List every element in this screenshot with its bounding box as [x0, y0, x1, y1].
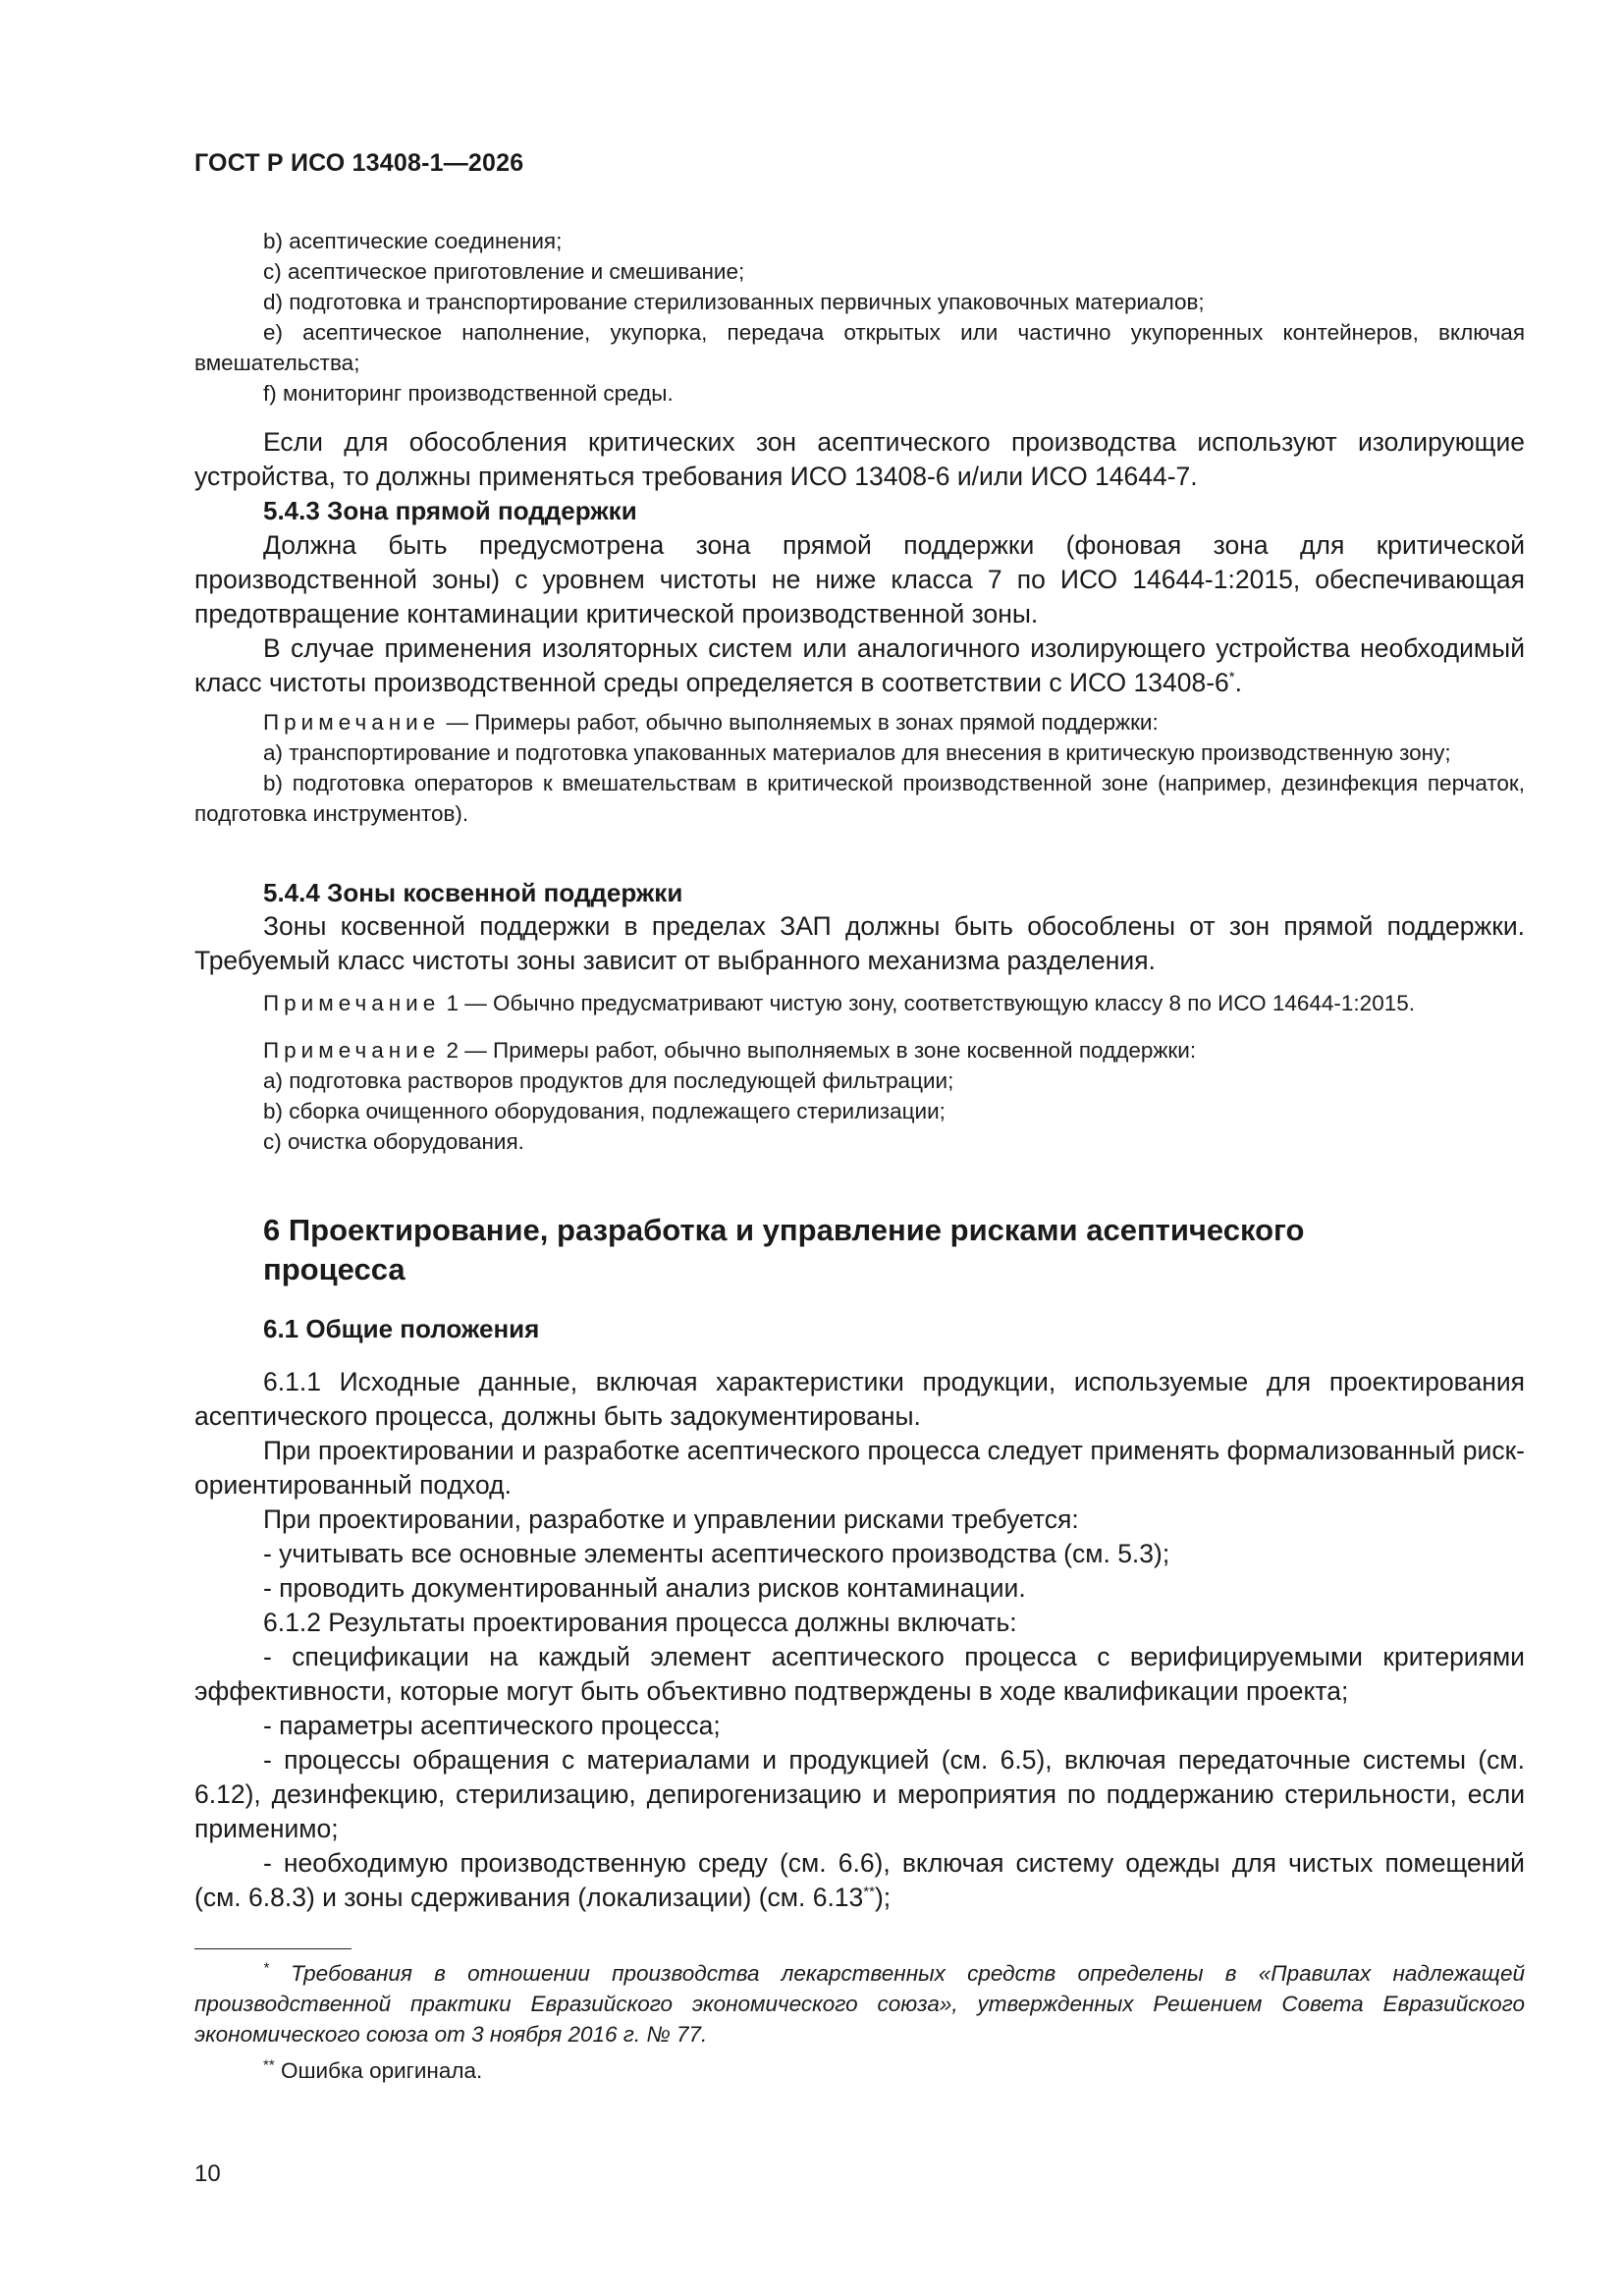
- paragraph: В случае применения изоляторных систем или аналогичного изолирующего устройства необходимый класс чистоты производственной среды определяется в соответствии с ИСО 13408-6*.: [194, 633, 1525, 697]
- aseptic-operations-list: [194, 226, 1525, 409]
- section-5-4-4-body: Зоны косвенной поддержки в пределах ЗАП должны быть обособлены от зон прямой поддержки. Требуемый класс чистоты зоны зависит от выбранного механизма разделения.: [194, 911, 1525, 975]
- note-item: c) очистка оборудования.: [263, 1129, 524, 1154]
- footnote: * Требования в отношении производства лекарственных средств определены в «Правилах надлежащей производственной практики Евразийского экономического союза», утвержденных Решением Совета Евразийского экономического союза от 3 ноября 2016 г. № 77.: [194, 1959, 1525, 2047]
- section-5-4-4-title: 5.4.4 Зоны косвенной поддержки: [263, 878, 683, 907]
- note: Примечание — Примеры работ, обычно выполняемых в зонах прямой поддержки:: [263, 710, 1159, 735]
- section-6-1-body: [194, 1365, 1525, 1915]
- note: Примечание 2 — Примеры работ, обычно выполняемых в зоне косвенной поддержки:: [263, 1038, 1197, 1063]
- footnote: ** Ошибка оригинала.: [263, 2056, 483, 2083]
- paragraph: Должна быть предусмотрена зона прямой поддержки (фоновая зона для критической производственной зоны) с уровнем чистоты не ниже класса 7 по ИСО 14644-1:2015, обеспечивающая предотвращение контаминации критической производственной зоны.: [194, 530, 1525, 629]
- note-item: b) сборка очищенного оборудования, подлежащего стерилизации;: [263, 1099, 946, 1123]
- section-5-4-3-title: 5.4.3 Зона прямой поддержки: [263, 496, 637, 525]
- list-item: - необходимую производственную среду (см. 6.6), включая систему одежды для чистых помещений (см. 6.8.3) и зоны сдерживания (локализации) (см. 6.13**);: [194, 1848, 1525, 1912]
- paragraph: 6.1.1 Исходные данные, включая характеристики продукции, используемые для проектирования асептического процесса, должны быть задокументированы.: [194, 1367, 1525, 1431]
- paragraph: При проектировании, разработке и управлении рисками требуется:: [263, 1504, 1079, 1534]
- note-item: b) подготовка операторов к вмешательствам в критической производственной зоне (например, дезинфекция перчаток, подготовка инструментов).: [194, 771, 1525, 826]
- note-item: a) транспортирование и подготовка упакованных материалов для внесения в критическую производственную зону;: [263, 740, 1451, 765]
- list-item: b) асептические соединения;: [263, 229, 563, 253]
- footnotes: [194, 1958, 1525, 2086]
- list-item: - спецификации на каждый элемент асептического процесса с верифицируемыми критериями эффективности, которые могут быть объективно подтверждены в ходе квалификации проекта;: [194, 1642, 1525, 1706]
- paragraph: При проектировании и разработке асептического процесса следует применять формализованный риск-ориентированный подход.: [194, 1436, 1525, 1500]
- note-label: Примечание: [263, 1038, 441, 1063]
- list-item: e) асептическое наполнение, укупорка, передача открытых или частично укупоренных контейнеров, включая вмешательства;: [194, 320, 1525, 375]
- footnote-separator: [194, 1948, 352, 1949]
- footnote-mark: *: [263, 1959, 269, 1977]
- list-item: d) подготовка и транспортирование стерилизованных первичных упаковочных материалов;: [263, 290, 1205, 314]
- footnote-ref: *: [1228, 669, 1235, 686]
- footnote-ref: **: [863, 1884, 875, 1901]
- note-item: a) подготовка растворов продуктов для последующей фильтрации;: [263, 1068, 954, 1093]
- section-6-title: 6 Проектирование, разработка и управление рисками асептического процесса: [263, 1213, 1305, 1286]
- page-number: 10: [194, 2160, 221, 2187]
- list-item: - проводить документированный анализ рисков контаминации.: [263, 1573, 1026, 1603]
- section-6-1-title: 6.1 Общие положения: [263, 1314, 540, 1343]
- list-item: c) асептическое приготовление и смешивание;: [263, 259, 745, 284]
- note-2: [194, 1035, 1525, 1157]
- list-item: - процессы обращения с материалами и продукцией (см. 6.5), включая передаточные системы (см. 6.12), дезинфекцию, стерилизацию, депирогенизацию и мероприятия по поддержанию стерильности, если применимо;: [194, 1745, 1525, 1843]
- list-item: f) мониторинг производственной среды.: [263, 381, 674, 406]
- footnote-mark: **: [263, 2056, 275, 2074]
- paragraph-isolators: Если для обособления критических зон асептического производства используют изолирующие устройства, то должны применяться требования ИСО 13408-6 и/или ИСО 14644-7.: [194, 427, 1525, 491]
- section-5-4-3-body: [194, 528, 1525, 700]
- note-1: Примечание 1 — Обычно предусматривают чистую зону, соответствующую классу 8 по ИСО 14644-1:2015.: [263, 991, 1415, 1015]
- document-header: ГОСТ Р ИСО 13408-1—2026: [194, 149, 524, 177]
- list-item: - учитывать все основные элементы асептического производства (см. 5.3);: [263, 1539, 1170, 1568]
- section-5-4-3-note: [194, 707, 1525, 829]
- paragraph: 6.1.2 Результаты проектирования процесса должны включать:: [263, 1608, 1017, 1637]
- note-label: Примечание: [263, 991, 441, 1015]
- note-label: Примечание: [263, 710, 441, 735]
- list-item: - параметры асептического процесса;: [263, 1711, 721, 1740]
